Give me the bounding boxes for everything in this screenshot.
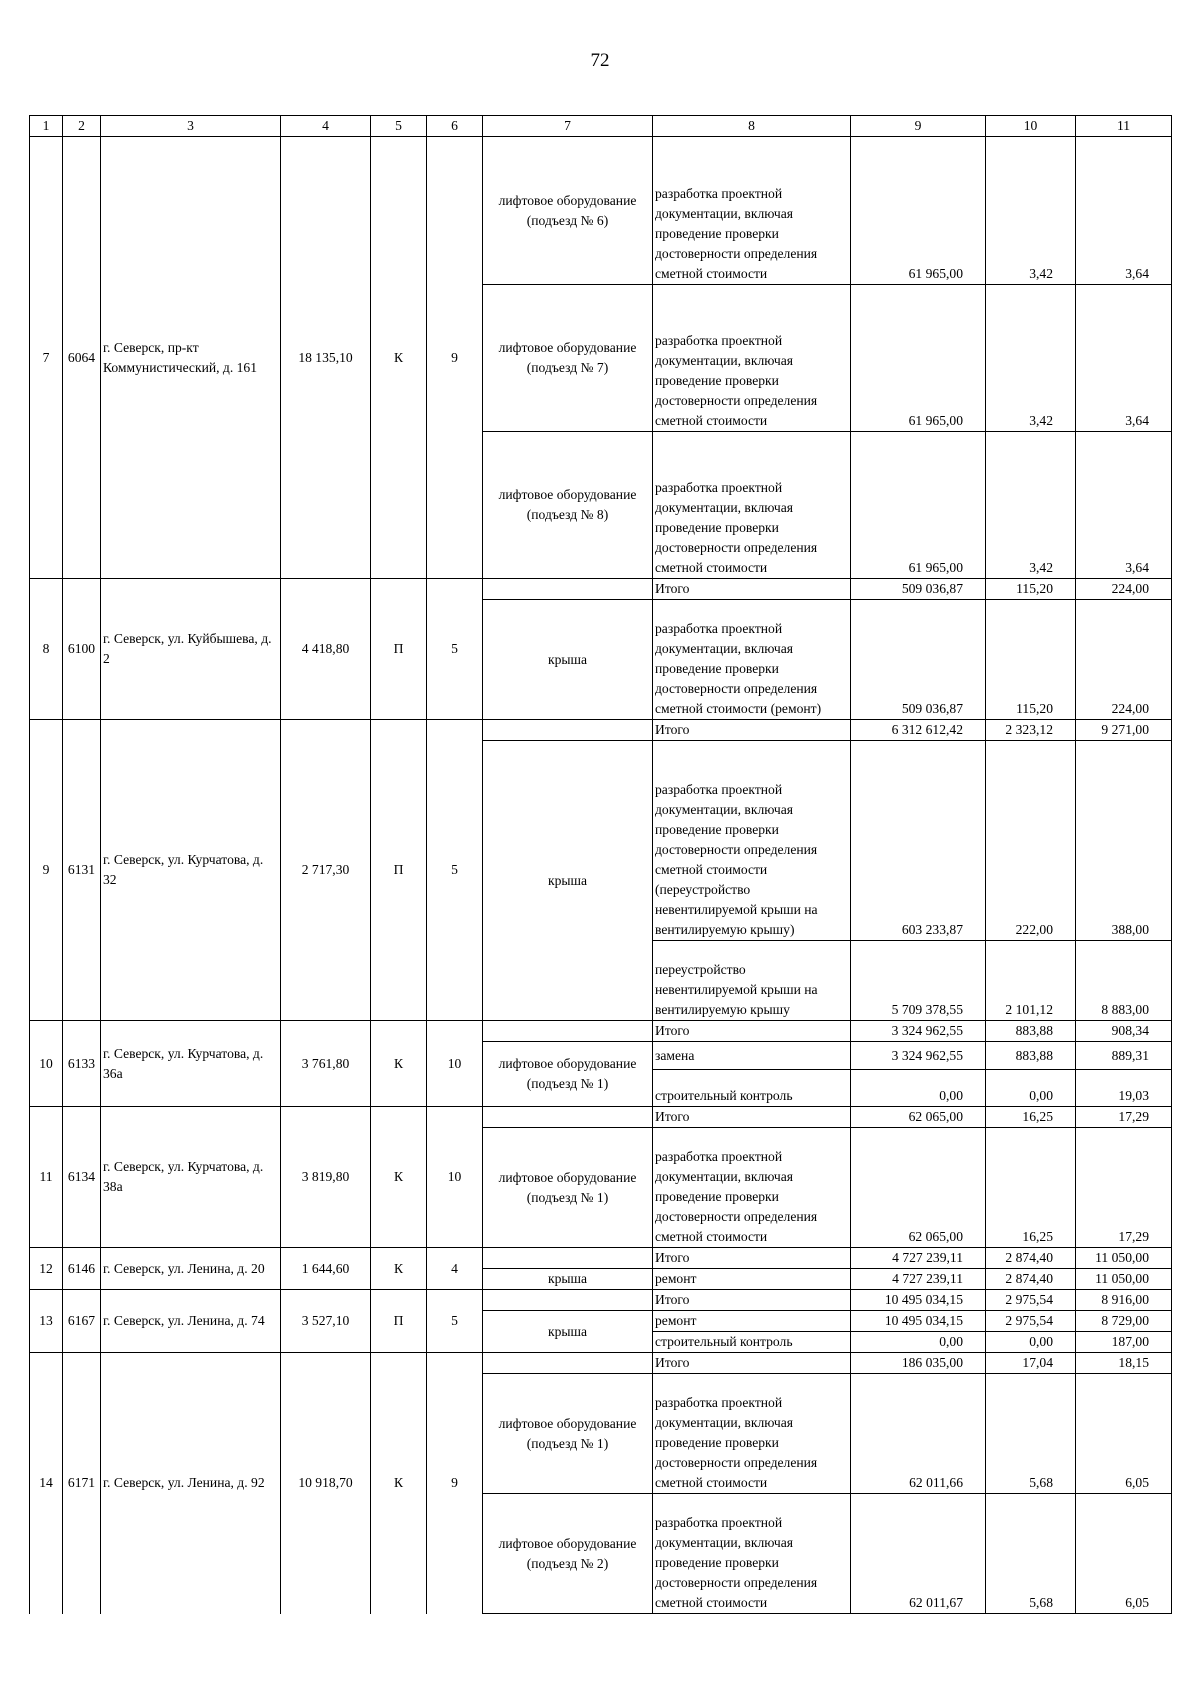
table-row: [30, 1353, 1172, 1374]
house-code: 6146: [63, 1248, 101, 1290]
column-header: 6: [427, 116, 483, 137]
floors: 5: [427, 1290, 483, 1353]
work-type: разработка проектной документации, включая проведение проверки достоверности определения сметной стоимости (переустройство невентилируемой крыши на вентилируемую крышу): [653, 741, 851, 941]
address: г. Северск, ул. Ленина, д. 20: [101, 1248, 281, 1290]
floors: 4: [427, 1248, 483, 1290]
total-label: Итого: [653, 720, 851, 741]
total-label: Итого: [653, 1107, 851, 1128]
work-type: замена: [653, 1042, 851, 1070]
work-object: [483, 1353, 653, 1374]
cost: 61 965,00: [851, 432, 986, 579]
address: г. Северск, ул. Курчатова, д. 38а: [101, 1107, 281, 1248]
total-unit-cost: 2 874,40: [986, 1248, 1076, 1269]
column-header: 2: [63, 116, 101, 137]
column-header: 1: [30, 116, 63, 137]
max-unit-cost: 17,29: [1076, 1128, 1172, 1248]
total-max-unit-cost: 8 916,00: [1076, 1290, 1172, 1311]
house-code: 6064: [63, 137, 101, 579]
unit-cost: 3,42: [986, 137, 1076, 285]
address: г. Северск, ул. Ленина, д. 74: [101, 1290, 281, 1353]
total-label: Итого: [653, 1021, 851, 1042]
table-row: [30, 579, 1172, 600]
table-row: [30, 720, 1172, 741]
max-unit-cost: 6,05: [1076, 1494, 1172, 1614]
column-header: 11: [1076, 116, 1172, 137]
floors: 5: [427, 579, 483, 720]
cost: 5 709 378,55: [851, 941, 986, 1021]
column-header: 5: [371, 116, 427, 137]
column-header: 9: [851, 116, 986, 137]
total-label: Итого: [653, 1353, 851, 1374]
row-number: 11: [30, 1107, 63, 1248]
total-unit-cost: 883,88: [986, 1021, 1076, 1042]
work-object: крыша: [483, 1269, 653, 1290]
area: 3 761,80: [281, 1021, 371, 1107]
work-object: крыша: [483, 1311, 653, 1353]
area: 3 527,10: [281, 1290, 371, 1353]
cost: 509 036,87: [851, 600, 986, 720]
area: 4 418,80: [281, 579, 371, 720]
address: г. Северск, пр-кт Коммунистический, д. 161: [101, 137, 281, 579]
work-object: [483, 1248, 653, 1269]
cost: 62 065,00: [851, 1128, 986, 1248]
work-type: разработка проектной документации, включая проведение проверки достоверности определения сметной стоимости: [653, 1494, 851, 1614]
total-cost: 6 312 612,42: [851, 720, 986, 741]
column-header: 7: [483, 116, 653, 137]
unit-cost: 883,88: [986, 1042, 1076, 1070]
total-unit-cost: 115,20: [986, 579, 1076, 600]
work-type: разработка проектной документации, включая проведение проверки достоверности определения сметной стоимости (ремонт): [653, 600, 851, 720]
max-unit-cost: 3,64: [1076, 137, 1172, 285]
house-code: 6134: [63, 1107, 101, 1248]
address: г. Северск, ул. Курчатова, д. 32: [101, 720, 281, 1021]
table-row: [30, 137, 1172, 285]
work-object: [483, 579, 653, 600]
work-type: переустройство невентилируемой крыши на вентилируемую крышу: [653, 941, 851, 1021]
work-object: крыша: [483, 741, 653, 1021]
row-number: 8: [30, 579, 63, 720]
total-unit-cost: 16,25: [986, 1107, 1076, 1128]
floors: 9: [427, 137, 483, 579]
unit-cost: 115,20: [986, 600, 1076, 720]
total-max-unit-cost: 224,00: [1076, 579, 1172, 600]
work-object: лифтовое оборудование (подъезд № 6): [483, 137, 653, 285]
total-cost: 509 036,87: [851, 579, 986, 600]
row-number: 14: [30, 1353, 63, 1614]
max-unit-cost: 3,64: [1076, 285, 1172, 432]
unit-cost: 0,00: [986, 1070, 1076, 1107]
capital-repair-table: [29, 115, 1172, 1614]
column-header: 3: [101, 116, 281, 137]
total-label: Итого: [653, 1248, 851, 1269]
max-unit-cost: 6,05: [1076, 1374, 1172, 1494]
house-code: 6100: [63, 579, 101, 720]
wall-material: К: [371, 1353, 427, 1614]
floors: 10: [427, 1107, 483, 1248]
floors: 5: [427, 720, 483, 1021]
unit-cost: 2 975,54: [986, 1311, 1076, 1332]
table-row: [30, 1290, 1172, 1311]
table-row: [30, 1021, 1172, 1042]
work-object: лифтовое оборудование (подъезд № 8): [483, 432, 653, 579]
area: 3 819,80: [281, 1107, 371, 1248]
unit-cost: 3,42: [986, 432, 1076, 579]
unit-cost: 3,42: [986, 285, 1076, 432]
house-code: 6133: [63, 1021, 101, 1107]
cost: 603 233,87: [851, 741, 986, 941]
work-object: лифтовое оборудование (подъезд № 7): [483, 285, 653, 432]
unit-cost: 16,25: [986, 1128, 1076, 1248]
column-header-row: [30, 116, 1172, 137]
table-row: [30, 1248, 1172, 1269]
row-number: 7: [30, 137, 63, 579]
work-type: разработка проектной документации, включая проведение проверки достоверности определения сметной стоимости: [653, 285, 851, 432]
total-label: Итого: [653, 579, 851, 600]
wall-material: П: [371, 579, 427, 720]
area: 18 135,10: [281, 137, 371, 579]
unit-cost: 2 101,12: [986, 941, 1076, 1021]
total-max-unit-cost: 9 271,00: [1076, 720, 1172, 741]
work-object: [483, 720, 653, 741]
work-type: разработка проектной документации, включая проведение проверки достоверности определения сметной стоимости: [653, 1128, 851, 1248]
work-object: [483, 1290, 653, 1311]
wall-material: П: [371, 1290, 427, 1353]
max-unit-cost: 3,64: [1076, 432, 1172, 579]
unit-cost: 0,00: [986, 1332, 1076, 1353]
total-max-unit-cost: 908,34: [1076, 1021, 1172, 1042]
work-type: разработка проектной документации, включая проведение проверки достоверности определения сметной стоимости: [653, 1374, 851, 1494]
work-type: строительный контроль: [653, 1070, 851, 1107]
max-unit-cost: 8 729,00: [1076, 1311, 1172, 1332]
address: г. Северск, ул. Курчатова, д. 36а: [101, 1021, 281, 1107]
wall-material: П: [371, 720, 427, 1021]
wall-material: К: [371, 137, 427, 579]
total-max-unit-cost: 18,15: [1076, 1353, 1172, 1374]
page-number: 72: [590, 50, 610, 71]
house-code: 6167: [63, 1290, 101, 1353]
work-object: крыша: [483, 600, 653, 720]
work-type: разработка проектной документации, включая проведение проверки достоверности определения сметной стоимости: [653, 432, 851, 579]
max-unit-cost: 224,00: [1076, 600, 1172, 720]
house-code: 6171: [63, 1353, 101, 1614]
work-object: лифтовое оборудование (подъезд № 1): [483, 1042, 653, 1107]
total-max-unit-cost: 11 050,00: [1076, 1248, 1172, 1269]
cost: 0,00: [851, 1070, 986, 1107]
max-unit-cost: 8 883,00: [1076, 941, 1172, 1021]
unit-cost: 222,00: [986, 741, 1076, 941]
area: 10 918,70: [281, 1353, 371, 1614]
wall-material: К: [371, 1021, 427, 1107]
cost: 4 727 239,11: [851, 1269, 986, 1290]
work-type: ремонт: [653, 1311, 851, 1332]
cost: 0,00: [851, 1332, 986, 1353]
max-unit-cost: 19,03: [1076, 1070, 1172, 1107]
row-number: 9: [30, 720, 63, 1021]
work-type: строительный контроль: [653, 1332, 851, 1353]
cost: 62 011,66: [851, 1374, 986, 1494]
cost: 61 965,00: [851, 137, 986, 285]
work-type: ремонт: [653, 1269, 851, 1290]
unit-cost: 2 874,40: [986, 1269, 1076, 1290]
work-object: лифтовое оборудование (подъезд № 1): [483, 1128, 653, 1248]
work-object: [483, 1021, 653, 1042]
work-object: лифтовое оборудование (подъезд № 1): [483, 1374, 653, 1494]
floors: 9: [427, 1353, 483, 1614]
total-label: Итого: [653, 1290, 851, 1311]
cost: 10 495 034,15: [851, 1311, 986, 1332]
wall-material: К: [371, 1248, 427, 1290]
total-cost: 186 035,00: [851, 1353, 986, 1374]
unit-cost: 5,68: [986, 1494, 1076, 1614]
cost: 62 011,67: [851, 1494, 986, 1614]
total-unit-cost: 2 323,12: [986, 720, 1076, 741]
address: г. Северск, ул. Ленина, д. 92: [101, 1353, 281, 1614]
total-cost: 62 065,00: [851, 1107, 986, 1128]
unit-cost: 5,68: [986, 1374, 1076, 1494]
work-object: [483, 1107, 653, 1128]
cost: 61 965,00: [851, 285, 986, 432]
max-unit-cost: 187,00: [1076, 1332, 1172, 1353]
column-header: 10: [986, 116, 1076, 137]
cost: 3 324 962,55: [851, 1042, 986, 1070]
house-code: 6131: [63, 720, 101, 1021]
total-cost: 3 324 962,55: [851, 1021, 986, 1042]
total-max-unit-cost: 17,29: [1076, 1107, 1172, 1128]
max-unit-cost: 889,31: [1076, 1042, 1172, 1070]
total-unit-cost: 17,04: [986, 1353, 1076, 1374]
work-type: разработка проектной документации, включая проведение проверки достоверности определения сметной стоимости: [653, 137, 851, 285]
row-number: 12: [30, 1248, 63, 1290]
column-header: 8: [653, 116, 851, 137]
wall-material: К: [371, 1107, 427, 1248]
max-unit-cost: 388,00: [1076, 741, 1172, 941]
address: г. Северск, ул. Куйбышева, д. 2: [101, 579, 281, 720]
row-number: 10: [30, 1021, 63, 1107]
area: 1 644,60: [281, 1248, 371, 1290]
area: 2 717,30: [281, 720, 371, 1021]
table-row: [30, 1107, 1172, 1128]
work-object: лифтовое оборудование (подъезд № 2): [483, 1494, 653, 1614]
column-header: 4: [281, 116, 371, 137]
total-unit-cost: 2 975,54: [986, 1290, 1076, 1311]
total-cost: 10 495 034,15: [851, 1290, 986, 1311]
total-cost: 4 727 239,11: [851, 1248, 986, 1269]
floors: 10: [427, 1021, 483, 1107]
max-unit-cost: 11 050,00: [1076, 1269, 1172, 1290]
row-number: 13: [30, 1290, 63, 1353]
